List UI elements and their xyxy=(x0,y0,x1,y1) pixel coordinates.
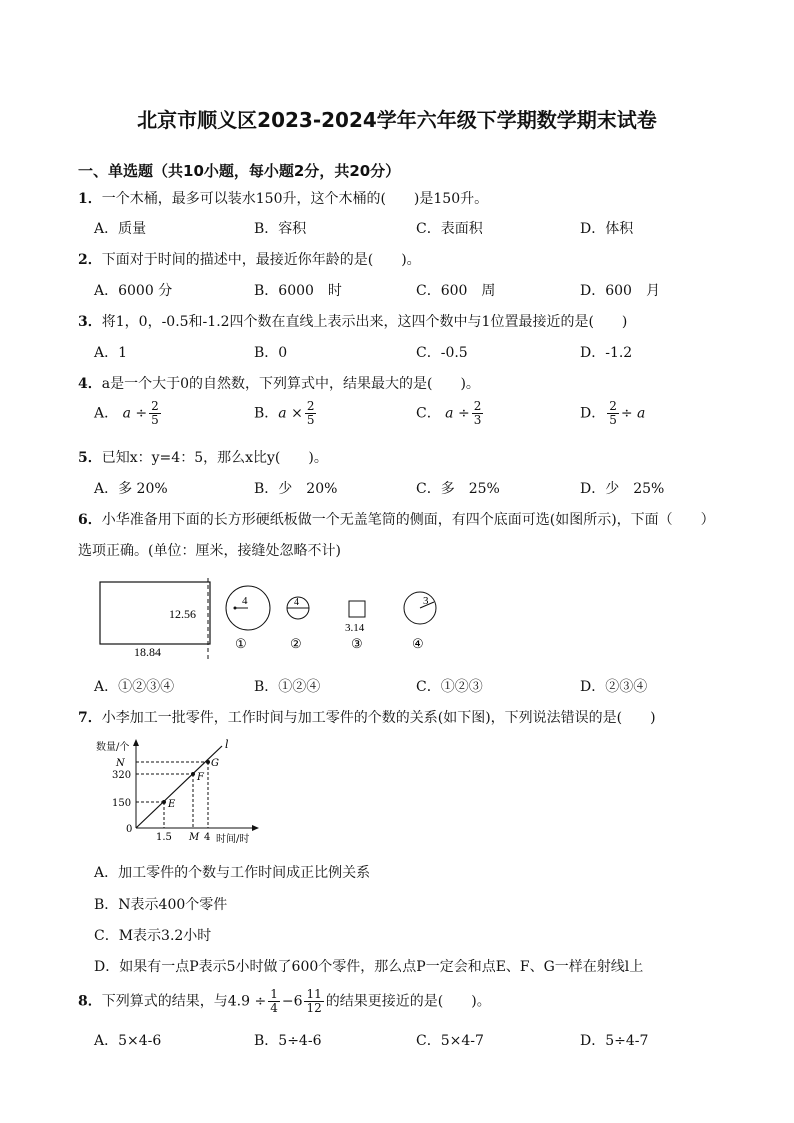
question-text: 一个木桶，最多可以装水150升，这个木桶的( )是150升。 xyxy=(101,191,489,207)
question-number: 5． xyxy=(78,450,102,466)
y-tick-n: N xyxy=(116,758,125,769)
question-6-continued: 选项正确。(单位：厘米，接缝处忽略不计) xyxy=(78,543,341,559)
question-2 xyxy=(78,249,421,269)
option-a[interactable]: A．质量 xyxy=(94,221,147,237)
q7-option-c[interactable]: C．M表示3.2小时 xyxy=(94,928,212,944)
option-b[interactable]: B．6000 时 xyxy=(254,283,342,299)
y-tick-150: 150 xyxy=(112,798,132,809)
x-tick-m: M xyxy=(189,832,200,843)
y-tick-320: 320 xyxy=(112,770,132,781)
option-b[interactable]: B．0 xyxy=(254,345,288,361)
option-d[interactable]: D．②③④ xyxy=(580,679,648,695)
question-8: 8．下列算式的结果，与4.9 ÷ $\frac{1}{4}$ −6 $\frac{11}{12}$ 的结果更接近的是( )。 xyxy=(78,987,491,1015)
x-tick-1-5: 1.5 xyxy=(156,832,172,843)
question-7 xyxy=(78,707,656,727)
circle-2-label: 4 xyxy=(294,597,299,608)
q7-graph xyxy=(92,736,272,846)
question-number: 6． xyxy=(78,512,102,528)
rect-width-label: 18.84 xyxy=(134,645,161,659)
option-b[interactable]: B．①②④ xyxy=(254,679,321,695)
option-a[interactable]: A． a ÷ $\frac{2}{5}$ xyxy=(94,399,159,427)
option-c[interactable]: C．多 25% xyxy=(416,481,500,497)
option-c[interactable]: C．①②③ xyxy=(416,679,483,695)
rect-height-label: 12.56 xyxy=(169,607,196,621)
option-c[interactable]: C．表面积 xyxy=(416,221,483,237)
option-a[interactable]: A．5×4-6 xyxy=(94,1033,162,1049)
square-3 xyxy=(349,601,365,617)
option-a[interactable]: A．1 xyxy=(94,345,128,361)
circle-1-label: 4 xyxy=(242,595,248,607)
point-e: E xyxy=(168,799,176,810)
option-a[interactable]: A．6000 分 xyxy=(94,283,173,299)
question-number: 3． xyxy=(78,314,102,330)
section-heading: 一、单选题（共10小题，每小题2分，共20分） xyxy=(78,162,401,180)
option-b[interactable]: B．a × $\frac{2}{5}$ xyxy=(254,399,315,427)
question-number: 1． xyxy=(78,191,102,207)
option-d[interactable]: D．体积 xyxy=(580,221,634,237)
q7-option-a[interactable]: A．加工零件的个数与工作时间成正比例关系 xyxy=(94,865,371,881)
option-c[interactable]: C．5×4-7 xyxy=(416,1033,484,1049)
option-d[interactable]: D．5÷4-7 xyxy=(580,1033,649,1049)
option-d[interactable]: D． $\frac{2}{5}$ ÷ a xyxy=(580,399,646,427)
question-text: a是一个大于0的自然数，下列算式中，结果最大的是( )。 xyxy=(101,376,480,392)
option-c[interactable]: C．-0.5 xyxy=(416,345,468,361)
figure-label-3: ③ xyxy=(351,637,363,652)
y-tick-0: 0 xyxy=(126,824,133,835)
question-text: 将1，0，-0.5和-1.2四个数在直线上表示出来，这四个数中与1位置最接近的是( ) xyxy=(101,314,628,330)
q7-option-d[interactable]: D．如果有一点P表示5小时做了600个零件，那么点P一定会和点E、F、G一样在射线l上 xyxy=(94,959,644,975)
question-text: 已知x：y=4：5，那么x比y( )。 xyxy=(101,450,328,466)
question-6 xyxy=(78,509,715,529)
question-text: 小李加工一批零件，工作时间与加工零件的个数的关系(如下图)，下列说法错误的是( ) xyxy=(101,710,656,726)
option-b[interactable]: B．5÷4-6 xyxy=(254,1033,322,1049)
ray-label: l xyxy=(225,738,229,751)
figure-label-4: ④ xyxy=(412,637,424,652)
question-text: 小华准备用下面的长方形硬纸板做一个无盖笔筒的侧面，有四个底面可选(如图所示)，下面（ ） xyxy=(101,512,715,528)
q6-figure xyxy=(92,574,452,662)
option-b[interactable]: B．容积 xyxy=(254,221,307,237)
option-d[interactable]: D．600 月 xyxy=(580,283,660,299)
question-number: 8． xyxy=(78,993,102,1010)
question-number: 7． xyxy=(78,710,102,726)
x-tick-4: 4 xyxy=(204,832,211,843)
point-f: F xyxy=(197,772,204,783)
figure-label-1: ① xyxy=(235,637,247,652)
option-a[interactable]: A．多 20% xyxy=(94,481,168,497)
question-5 xyxy=(78,447,328,467)
ray-l xyxy=(136,746,222,828)
square-3-label: 3.14 xyxy=(345,622,365,634)
y-axis-label: 数量/个 xyxy=(96,742,130,753)
option-b[interactable]: B．少 20% xyxy=(254,481,338,497)
question-4 xyxy=(78,373,480,393)
question-number: 2． xyxy=(78,252,102,268)
question-number: 4． xyxy=(78,376,102,392)
option-a[interactable]: A．①②③④ xyxy=(94,679,175,695)
option-c[interactable]: C． a ÷ $\frac{2}{3}$ xyxy=(416,399,482,427)
option-d[interactable]: D．-1.2 xyxy=(580,345,633,361)
question-text: 下面对于时间的描述中，最接近你年龄的是( )。 xyxy=(101,252,421,268)
x-axis-label: 时间/时 xyxy=(216,834,250,845)
page-title: 北京市顺义区2023-2024学年六年级下学期数学期末试卷 xyxy=(137,108,657,132)
circle-4-label: 3 xyxy=(423,595,429,607)
q7-option-b[interactable]: B．N表示400个零件 xyxy=(94,897,228,913)
point-g: G xyxy=(211,758,219,769)
figure-label-2: ② xyxy=(290,637,302,652)
option-d[interactable]: D．少 25% xyxy=(580,481,665,497)
option-c[interactable]: C．600 周 xyxy=(416,283,496,299)
question-3 xyxy=(78,311,627,331)
question-1 xyxy=(78,188,488,208)
